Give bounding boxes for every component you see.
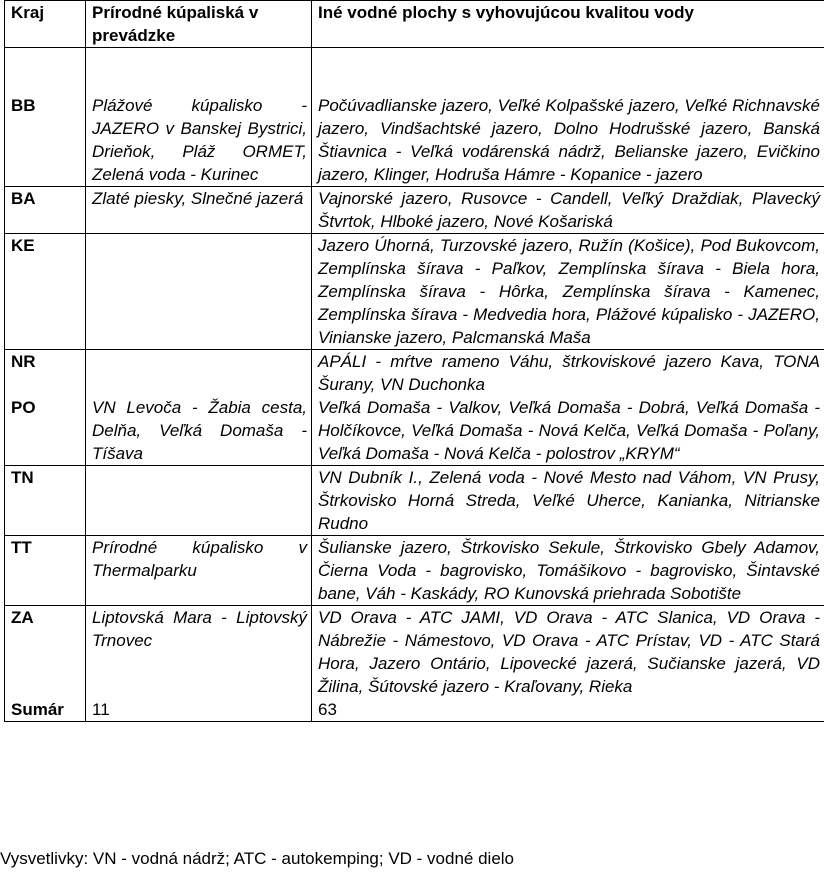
ine-cell: Jazero Úhorná, Turzovské jazero, Ružín (Košice), Pod Bukovcom, Zemplínska šírava - Paľkov, Zemplínska šírava - Biela hora, Zemplínska šírava - Hôrka, Zemplínska šírava - Kamenec, Zemplínska šírava - Medvedia hora, Plážové kúpalisko - JAZERO, Vinianske jazero, Palcmanská Maša [312, 234, 824, 350]
table-row-tn [5, 466, 824, 536]
sum-row [5, 698, 824, 722]
kupaliska-text: Plážové kúpalisko - JAZERO v Banskej Bystrici, Drieňok, Pláž ORMET, Zelená voda - Kurinec [92, 96, 307, 184]
ine-cell: Vajnorské jazero, Rusovce - Candell, Veľký Draždiak, Plavecký Štvrtok, Hlboké jazero, Nové Košariská [312, 187, 824, 234]
kupaliska-cell: Zlaté piesky, Slnečné jazerá [86, 187, 312, 234]
kraj-cell: TT [5, 536, 86, 606]
table-row-nr [5, 350, 824, 397]
table-row-ke [5, 234, 824, 350]
kupaliska-cell: VN Levoča - Žabia cesta, Delňa, Veľká Domaša - Tíšava [86, 396, 312, 466]
table-row-bb [5, 48, 824, 187]
kraj-cell: TN [5, 466, 86, 536]
table-row-za [5, 606, 824, 699]
water-bodies-table [4, 0, 824, 722]
kraj-cell [5, 48, 86, 187]
sum-ine: 63 [312, 698, 824, 722]
ine-cell: VD Orava - ATC JAMI, VD Orava - ATC Slanica, VD Orava - Nábrežie - Námestovo, VD Orava - ATC Prístav, VD - ATC Stará Hora, Jazero Ontário, Lipovecké jazerá, Sučianske jazerá, VD Žilina, Šútovské jazero - Kraľovany, Rieka [312, 606, 824, 699]
ine-cell [312, 48, 824, 187]
header-kraj: Kraj [5, 1, 86, 48]
table-row-tt [5, 536, 824, 606]
ine-cell: Veľká Domaša - Valkov, Veľká Domaša - Dobrá, Veľká Domaša - Holčíkovce, Veľká Domaša - Nová Kelča, Veľká Domaša - Poľany, Veľká Domaša - Nová Kelča - polostrov „KRYM“ [312, 396, 824, 466]
header-kupaliska: Prírodné kúpaliská v prevádzke [86, 1, 312, 48]
table-row-po [5, 396, 824, 466]
header-ine: Iné vodné plochy s vyhovujúcou kvalitou vody [312, 1, 824, 48]
legend-note: Vysvetlivky: VN - vodná nádrž; ATC - autokemping; VD - vodné dielo [0, 849, 515, 868]
sum-label: Sumár [5, 698, 86, 722]
kraj-cell: KE [5, 234, 86, 350]
kupaliska-cell: Liptovská Mara - Liptovský Trnovec [86, 606, 312, 699]
kupaliska-cell [86, 234, 312, 350]
kraj-label: BB [11, 96, 36, 115]
ine-text: Počúvadlianske jazero, Veľké Kolpašské jazero, Veľké Richnavské jazero, Vindšachtské jazero, Dolno Hodrušské jazero, Banská Štiavnica - Veľká vodárenská nádrž, Belianske jazero, Evičkino jazero, Klinger, Hodruša Hámre - Kopanice - jazero [318, 96, 820, 184]
kupaliska-cell [86, 466, 312, 536]
sum-kupaliska: 11 [86, 698, 312, 722]
header-row [5, 1, 824, 48]
kupaliska-cell: Prírodné kúpalisko v Thermalparku [86, 536, 312, 606]
kraj-cell: ZA [5, 606, 86, 699]
ine-cell: APÁLI - mŕtve rameno Váhu, štrkoviskové jazero Kava, TONA Šurany, VN Duchonka [312, 350, 824, 397]
kraj-cell: NR [5, 350, 86, 397]
kupaliska-cell [86, 350, 312, 397]
kraj-cell: BA [5, 187, 86, 234]
kupaliska-cell [86, 48, 312, 187]
ine-cell: VN Dubník I., Zelená voda - Nové Mesto nad Váhom, VN Prusy, Štrkovisko Horná Streda, Veľké Uherce, Kanianka, Nitrianske Rudno [312, 466, 824, 536]
ine-cell: Šulianske jazero, Štrkovisko Sekule, Štrkovisko Gbely Adamov, Čierna Voda - bagrovisko, Tomášikovo - bagrovisko, Šintavské bane, Váh - Kaskády, RO Kunovská priehrada Sobotište [312, 536, 824, 606]
table-row-ba [5, 187, 824, 234]
kraj-cell: PO [5, 396, 86, 466]
